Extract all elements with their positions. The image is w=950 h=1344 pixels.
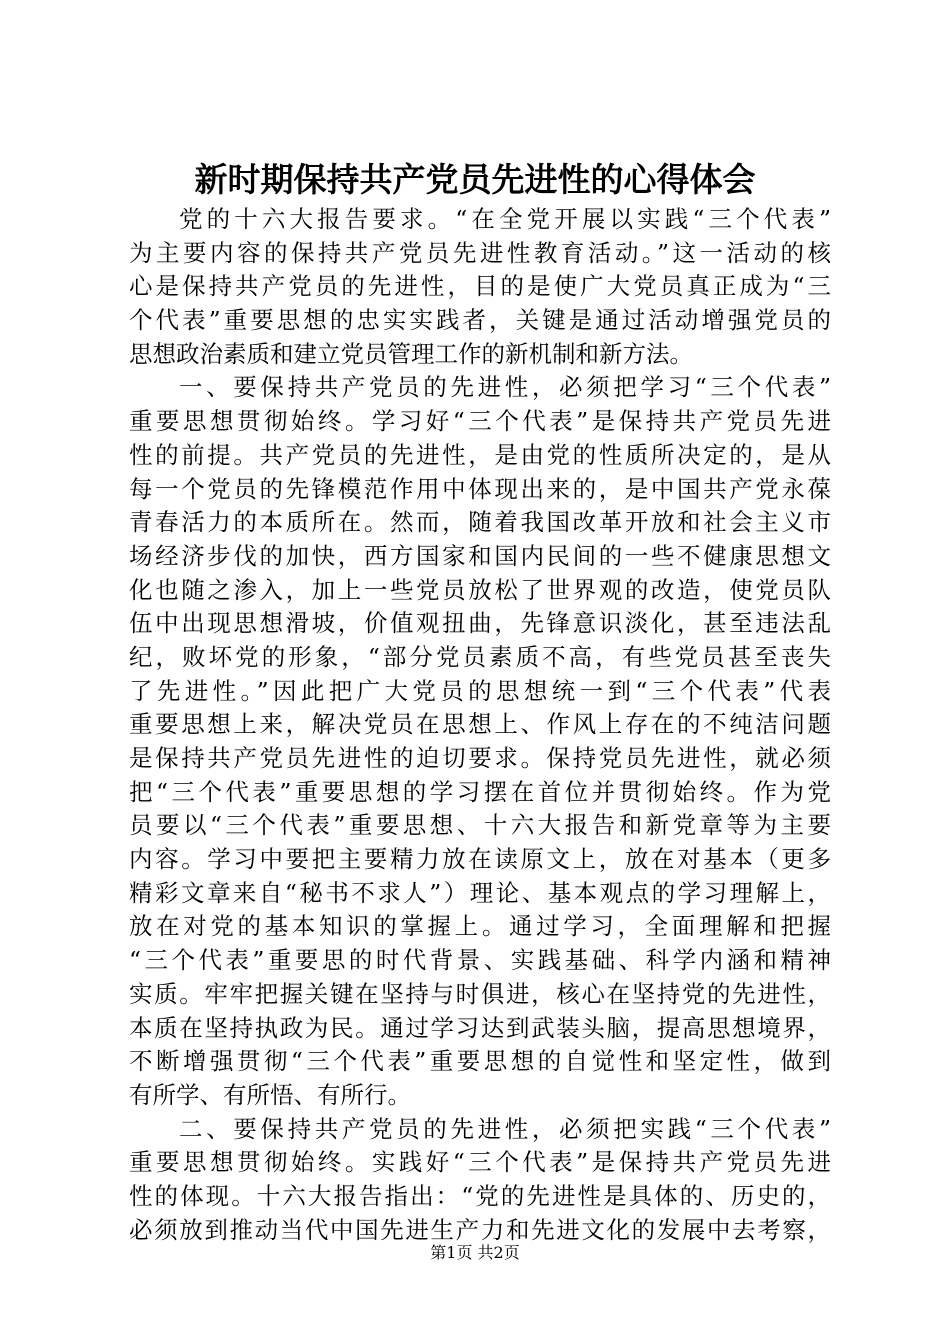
body-line: 性的体现。十六大报告指出：“党的先进性是具体的、历史的， bbox=[129, 1181, 831, 1210]
body-line: 性的前提。共产党员的先进性，是由党的性质所决定的，是从 bbox=[129, 440, 831, 469]
body-line: “三个代表”重要思的时代背景、实践基础、科学内涵和精神 bbox=[129, 946, 831, 975]
body-line: 必须放到推动当代中国先进生产力和先进文化的发展中去考察， bbox=[129, 1215, 831, 1244]
body-line: 是保持共产党员先进性的迫切要求。保持党员先进性，就必须 bbox=[129, 744, 831, 772]
document-title: 新时期保持共产党员先进性的心得体会 bbox=[194, 160, 756, 199]
body-line: 有所学、有所悟、有所行。 bbox=[129, 1080, 411, 1109]
body-line: 员要以“三个代表”重要思想、十六大报告和新党章等为主要 bbox=[129, 811, 831, 840]
body-line: 二、要保持共产党员的先进性，必须把实践“三个代表” bbox=[179, 1114, 831, 1143]
body-line: 重要思想上来，解决党员在思想上、作风上存在的不纯洁问题 bbox=[129, 710, 831, 739]
body-line: 思想政治素质和建立党员管理工作的新机制和新方法。 bbox=[129, 339, 693, 368]
body-line: 伍中出现思想滑坡，价值观扭曲，先锋意识淡化，甚至违法乱 bbox=[129, 609, 831, 638]
body-line: 一、要保持共产党员的先进性，必须把学习“三个代表” bbox=[179, 373, 831, 402]
body-line: 每一个党员的先锋模范作用中体现出来的，是中国共产党永葆 bbox=[129, 474, 831, 503]
body-line: 了先进性。”因此把广大党员的思想统一到“三个代表”代表 bbox=[129, 676, 831, 705]
body-line: 心是保持共产党员的先进性，目的是使广大党员真正成为“三 bbox=[129, 272, 831, 301]
page-footer: 第1页 共2页 bbox=[430, 1243, 520, 1262]
body-line: 实质。牢牢把握关键在坚持与时俱进，核心在坚持党的先进性， bbox=[129, 979, 831, 1008]
body-line: 放在对党的基本知识的掌握上。通过学习，全面理解和把握 bbox=[129, 912, 831, 941]
body-line: 重要思想贯彻始终。学习好“三个代表”是保持共产党员先进 bbox=[129, 407, 831, 436]
body-line: 不断增强贯彻“三个代表”重要思想的自觉性和坚定性，做到 bbox=[129, 1047, 831, 1076]
body-line: 精彩文章来自“秘书不求人”）理论、基本观点的学习理解上， bbox=[129, 878, 831, 907]
body-line: 重要思想贯彻始终。实践好“三个代表”是保持共产党员先进 bbox=[129, 1148, 831, 1177]
document-body bbox=[129, 203, 831, 1247]
body-line: 本质在坚持执政为民。通过学习达到武装头脑，提高思想境界， bbox=[129, 1013, 831, 1042]
body-line: 场经济步伐的加快，西方国家和国内民间的一些不健康思想文 bbox=[129, 541, 831, 570]
body-line: 为主要内容的保持共产党员先进性教育活动。”这一活动的核 bbox=[129, 238, 831, 267]
body-line: 个代表”重要思想的忠实实践者，关键是通过活动增强党员的 bbox=[129, 306, 831, 335]
body-line: 纪，败坏党的形象，“部分党员素质不高，有些党员甚至丧失 bbox=[129, 642, 831, 671]
body-line: 化也随之渗入，加上一些党员放松了世界观的改造，使党员队 bbox=[129, 575, 831, 604]
body-line: 把“三个代表”重要思想的学习摆在首位并贯彻始终。作为党 bbox=[129, 777, 831, 806]
body-line: 内容。学习中要把主要精力放在读原文上，放在对基本（更多 bbox=[129, 845, 831, 874]
body-line: 党的十六大报告要求。“在全党开展以实践“三个代表” bbox=[179, 205, 831, 233]
body-line: 青春活力的本质所在。然而，随着我国改革开放和社会主义市 bbox=[129, 508, 831, 537]
